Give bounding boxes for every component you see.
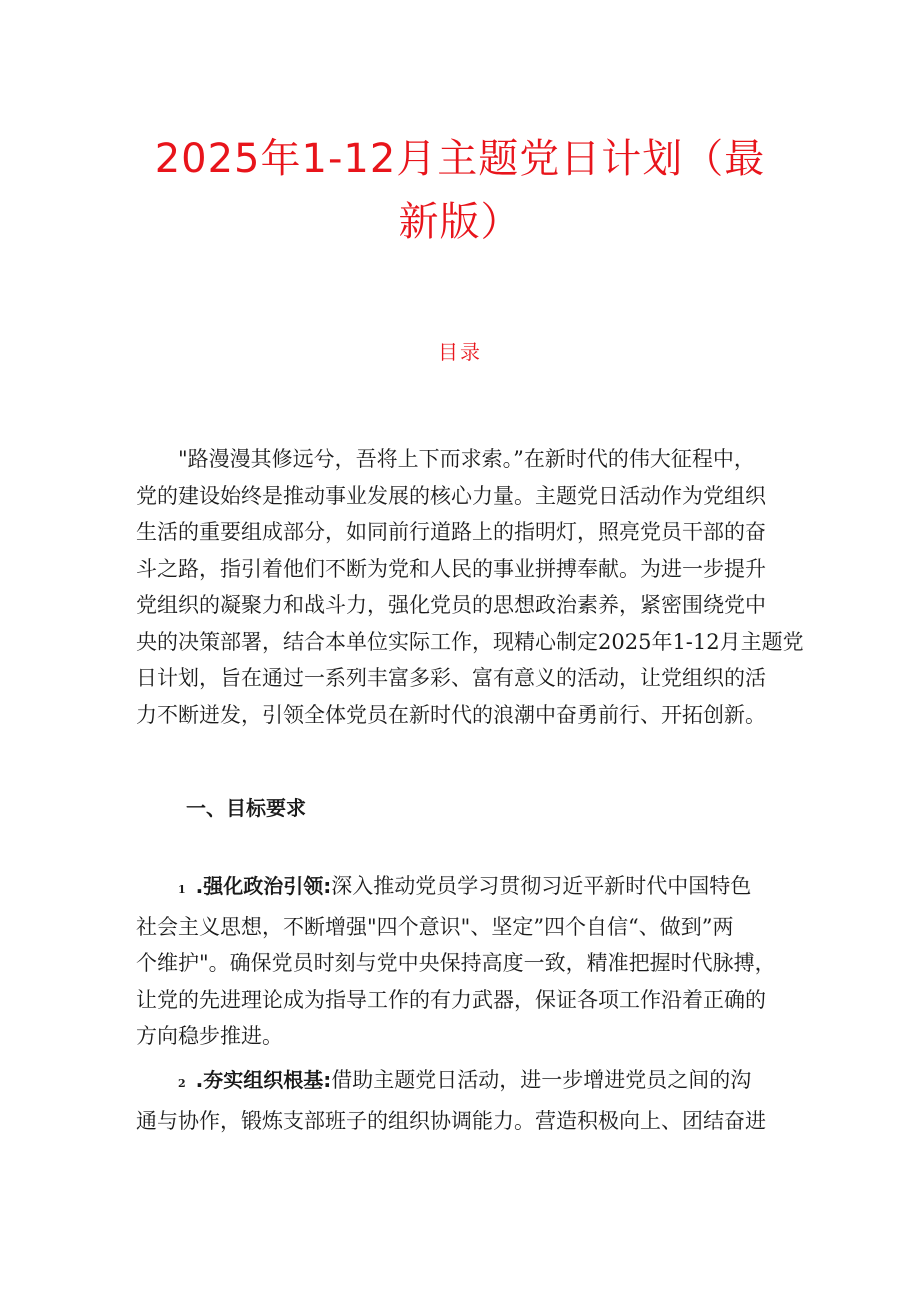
goal-item-number: 2 [178, 1077, 186, 1090]
goal-item-first-line [136, 868, 788, 909]
intro-line: 斗之路，指引着他们不断为党和人民的事业拼搏奉献。为进一步提升 [136, 556, 766, 581]
goal-item-line: 让党的先进理论成为指导工作的有力武器，保证各项工作沿着正确的 [136, 987, 766, 1012]
document-title-line: 2025年1-12月主题党日计划（最 [154, 136, 766, 182]
section-heading: 一、目标要求 [186, 796, 306, 820]
goal-item-line: 个维护"。确保党员时刻与党中央保持高度一致，精准把握时代脉搏， [136, 951, 776, 975]
intro-line: 党组织的凝聚力和战斗力，强化党员的思想政治素养，紧密围绕党中 [136, 593, 766, 617]
intro-line: 央的决策部署，结合本单位实际工作，现精心制定2025年1-12月主题党 [136, 629, 804, 654]
intro-paragraph [136, 441, 804, 733]
goal-item [136, 868, 788, 1055]
goal-item-label: .夯实组织根基: [195, 1068, 332, 1092]
goal-item-line: 方向稳步推进。 [136, 1024, 283, 1048]
goal-item-text: 深入推动党员学习贯彻习近平新时代中国特色 [331, 874, 752, 898]
goal-item-first-line [136, 1062, 788, 1103]
goal-item-text: 借助主题党日活动，进一步增进党员之间的沟 [331, 1068, 752, 1092]
intro-line: 日计划，旨在通过一系列丰富多彩、富有意义的活动，让党组织的活 [136, 666, 766, 690]
goal-item-line: 通与协作，锻炼支部班子的组织协调能力。营造积极向上、团结奋进 [136, 1108, 766, 1133]
toc-heading: 目录 [438, 340, 482, 364]
goal-item [136, 1062, 788, 1139]
intro-line: 生活的重要组成部分，如同前行道路上的指明灯，照亮党员干部的奋 [136, 520, 766, 544]
intro-line: 力不断迸发，引领全体党员在新时代的浪潮中奋勇前行、开拓创新。 [136, 702, 766, 727]
goal-item-line: 社会主义思想，不断增强"四个意识"、坚定”四个自信“、做到”两 [136, 914, 734, 939]
intro-line: 党的建设始终是推动事业发展的核心力量。主题党日活动作为党组织 [136, 483, 766, 508]
document-title [120, 128, 800, 254]
document-title-line: 新版） [398, 199, 522, 245]
intro-line: "路漫漫其修远兮，吾将上下而求索。”在新时代的伟大征程中， [178, 447, 755, 471]
goal-item-number: 1 [178, 883, 186, 896]
goal-item-label: .强化政治引领: [195, 874, 332, 898]
